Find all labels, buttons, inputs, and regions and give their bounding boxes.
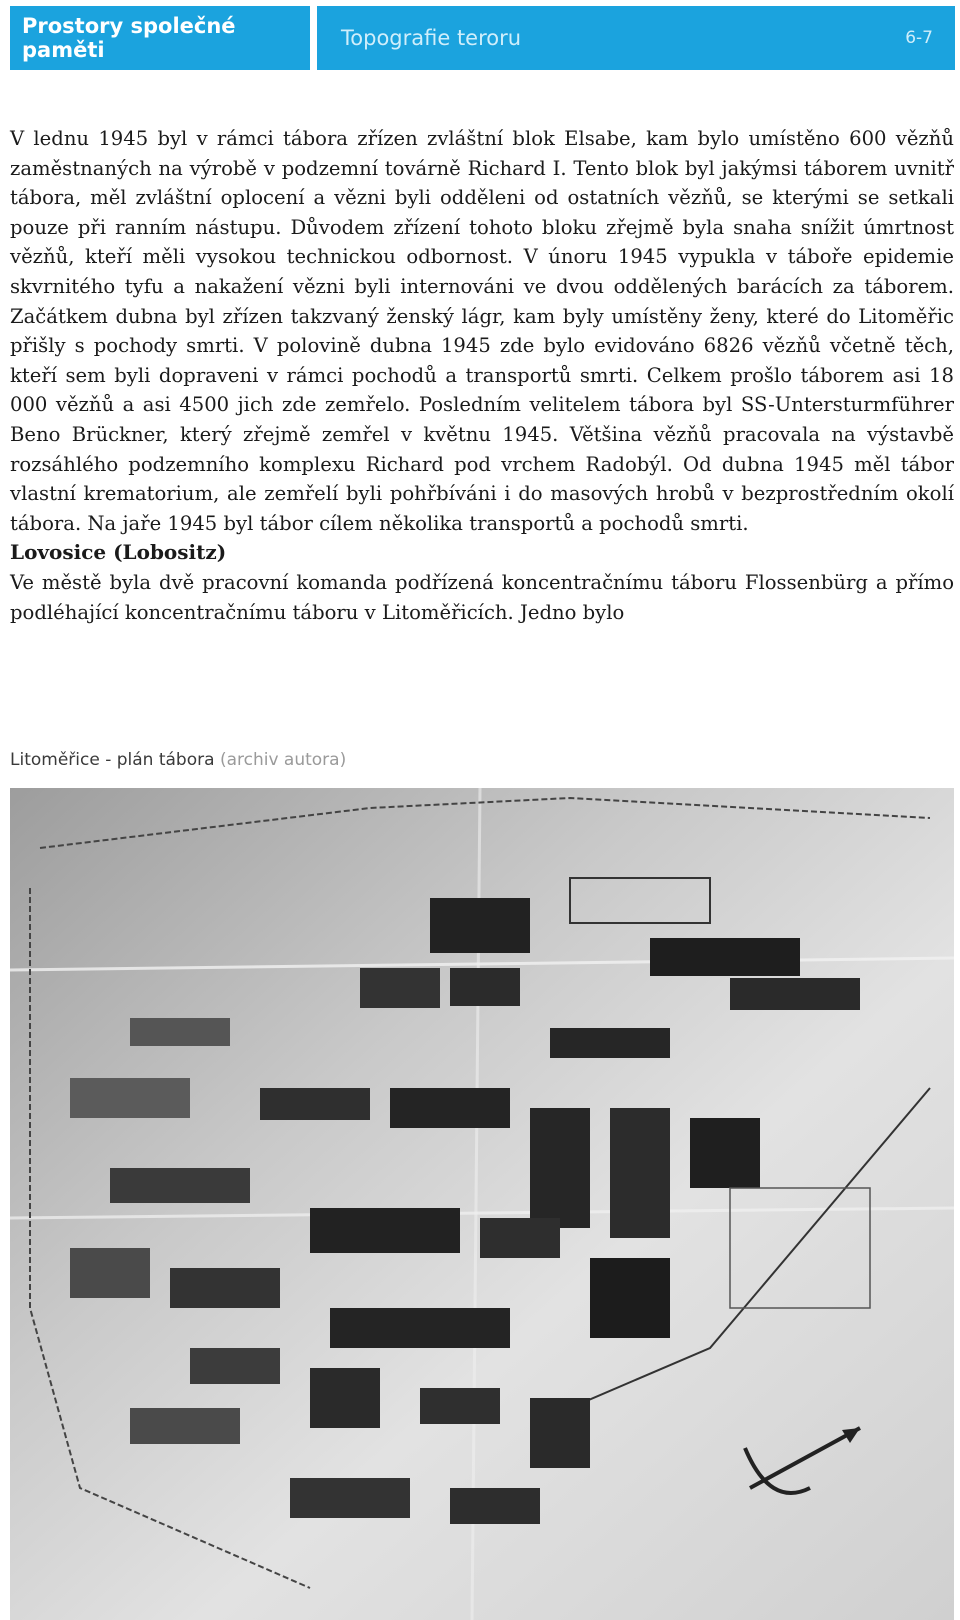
caption-text: Litoměřice - plán tábora: [10, 750, 215, 770]
camp-plan-photo: [10, 788, 954, 1620]
figure-caption: [10, 750, 346, 770]
page-number: 6-7: [905, 28, 933, 48]
article-paragraph: V lednu 1945 byl v rámci tábora zřízen zvláštní blok Elsabe, kam bylo umístěno 600 vězňů zaměstnaných na výrobě v podzemní továrně Richard I. Tento blok byl jakýmsi táborem uvnitř tábora, měl zvláštní oplocení a vězni byli odděleni od ostatních vězňů, se kterými se setkali pouze při ranním nástupu. Důvodem zřízení tohoto bloku zřejmě byla snaha snížit úmrtnost vězňů, kteří měli vysokou technickou odbornost. V únoru 1945 vypukla v táboře epidemie skvrnitého tyfu a nakažení vězni byli internováni ve dvou oddělených barácích za táborem. Začátkem dubna byl zřízen takzvaný ženský lágr, kam byly umístěny ženy, které do Litoměřic přišly s pochody smrti. V polovině dubna 1945 zde bylo evidováno 6826 vězňů včetně těch, kteří sem byli dopraveni v rámci pochodů a transportů smrti. Celkem prošlo táborem asi 18 000 vězňů a asi 4500 jich zde zemřelo. Posledním velitelem tábora byl SS-Untersturmführer Beno Brückner, který zřejmě zemřel v květnu 1945. Většina vězňů pracovala na výstavbě rozsáhlého podzemního komplexu Richard pod vrchem Radobýl. Od dubna 1945 měl tábor vlastní krematorium, ale zemřelí byli pohřbíváni i do masových hrobů v bezprostředním okolí tábora. Na jaře 1945 byl tábor cílem několika transportů a pochodů smrti.: [10, 127, 954, 535]
caption-source: (archiv autora): [219, 750, 347, 770]
section-title-bar: [10, 6, 310, 70]
section-title: Prostory společné paměti: [22, 14, 236, 62]
article-body: [10, 124, 954, 627]
header-bar: [317, 6, 955, 70]
chapter-subtitle: Topografie teroru: [341, 26, 522, 50]
section-heading: Lovosice (Lobositz): [10, 540, 227, 565]
article-paragraph: Ve městě byla dvě pracovní komanda podřízená koncentračnímu táboru Flossenbürg a přímo podléhající koncentračnímu táboru v Litoměřicích. Jedno bylo: [10, 570, 954, 624]
camp-plan-image: [10, 788, 954, 1620]
